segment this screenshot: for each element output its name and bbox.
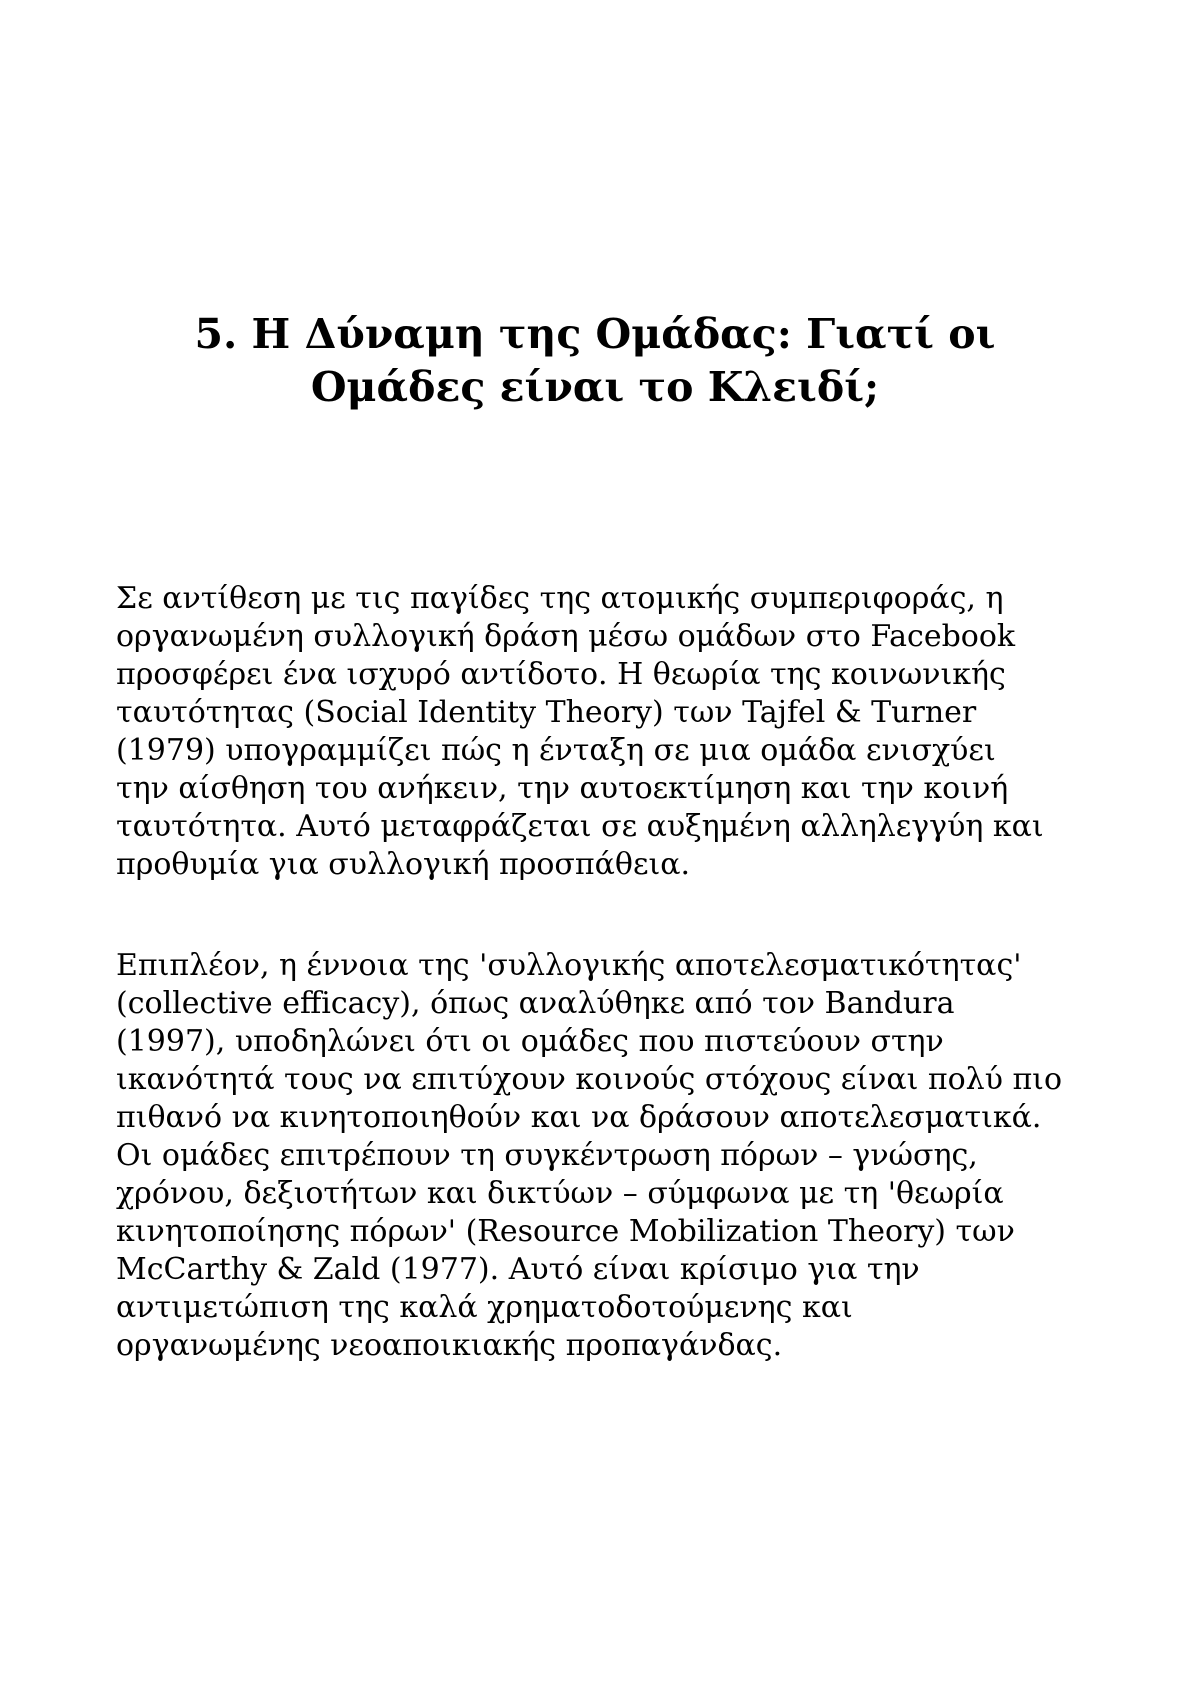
paragraph-line: Οι ομάδες επιτρέπουν τη συγκέντρωση πόρων – γνώσης, (116, 1138, 978, 1173)
paragraph-line: ικανότητά τους να επιτύχουν κοινούς στόχους είναι πολύ πιο (116, 1062, 1063, 1097)
heading-line: 5. Η Δύναμη της Ομάδας: Γιατί οι (194, 310, 996, 358)
paragraph-line: προσφέρει ένα ισχυρό αντίδοτο. Η θεωρία της κοινωνικής (116, 657, 1006, 692)
paragraph-line: την αίσθηση του ανήκειν, την αυτοεκτίμηση και την κοινή (116, 771, 1009, 806)
paragraph-line: ταυτότητας (Social Identity Theory) των Tajfel & Turner (116, 695, 977, 730)
heading-line: Ομάδες είναι το Κλειδί; (310, 363, 880, 411)
section-heading (0, 308, 1190, 414)
paragraph-line: οργανωμένης νεοαποικιακής προπαγάνδας. (116, 1328, 783, 1363)
paragraph-social-identity (116, 580, 1116, 884)
paragraph-line: Σε αντίθεση με τις παγίδες της ατομικής συμπεριφοράς, η (116, 581, 1004, 616)
paragraph-line: προθυμία για συλλογική προσπάθεια. (116, 847, 691, 882)
paragraph-line: (collective efficacy), όπως αναλύθηκε από τον Bandura (116, 986, 955, 1021)
paragraph-line: κινητοποίησης πόρων' (Resource Mobilization Theory) των (116, 1214, 1015, 1249)
paragraph-line: χρόνου, δεξιοτήτων και δικτύων – σύμφωνα με τη 'θεωρία (116, 1176, 1004, 1211)
paragraph-line: McCarthy & Zald (1977). Αυτό είναι κρίσιμο για την (116, 1252, 920, 1287)
paragraph-line: (1979) υπογραμμίζει πώς η ένταξη σε μια ομάδα ενισχύει (116, 733, 996, 768)
paragraph-line: Επιπλέον, η έννοια της 'συλλογικής αποτελεσματικότητας' (116, 948, 1022, 983)
paragraph-line: αντιμετώπιση της καλά χρηματοδοτούμενης και (116, 1290, 853, 1325)
paragraph-line: οργανωμένη συλλογική δράση μέσω ομάδων στο Facebook (116, 619, 1016, 654)
paragraph-line: πιθανό να κινητοποιηθούν και να δράσουν αποτελεσματικά. (116, 1100, 1042, 1135)
paragraph-collective-efficacy (116, 947, 1116, 1365)
paragraph-line: (1997), υποδηλώνει ότι οι ομάδες που πιστεύουν στην (116, 1024, 944, 1059)
paragraph-line: ταυτότητα. Αυτό μεταφράζεται σε αυξημένη αλληλεγγύη και (116, 809, 1044, 844)
